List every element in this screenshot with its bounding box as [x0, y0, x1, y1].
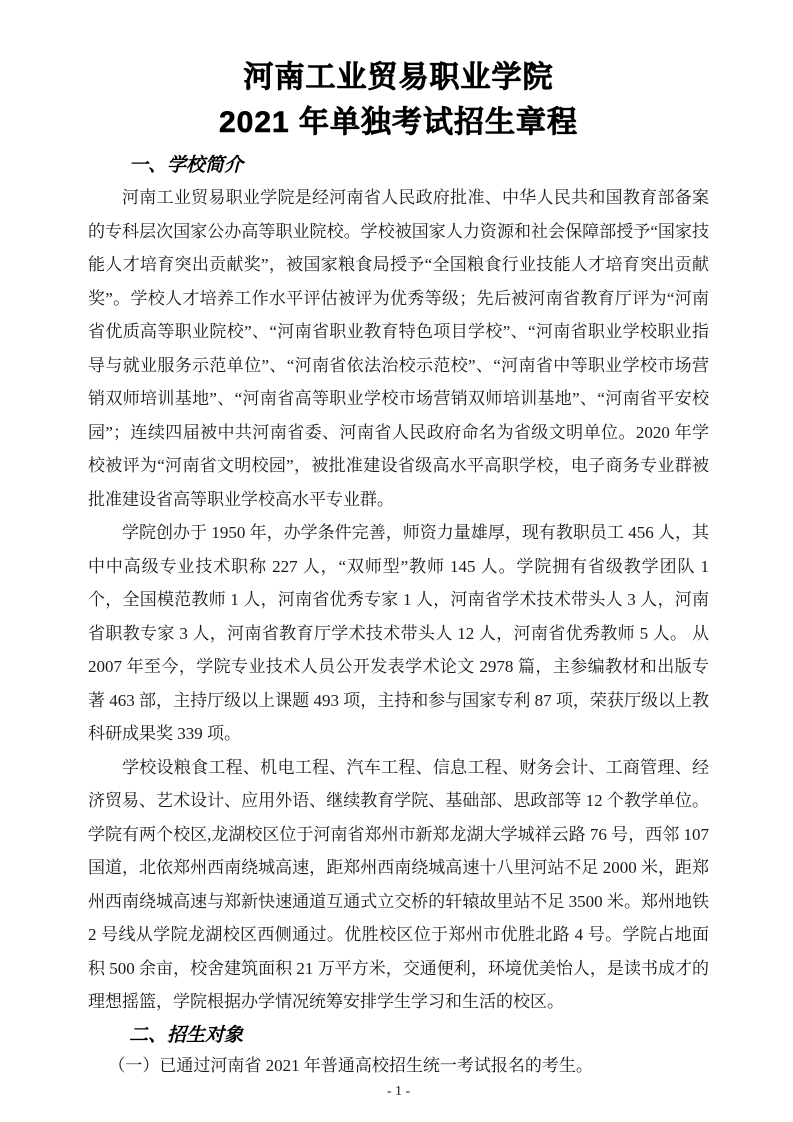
- page-number: - 1 -: [386, 1083, 411, 1099]
- section-heading-school-intro: 一、学校简介: [129, 155, 244, 176]
- school-intro-paragraph-3: 学校设粮食工程、机电工程、汽车工程、信息工程、财务会计、工商管理、经济贸易、艺术设计、应用外语、继续教育学院、基础部、思政部等 12 个教学单位。学院有两个校区,龙湖校区位于河南省郑州市新郑龙湖大学城祥云路 76 号，西邻 107 国道，北依郑州西南绕城高速，距郑州西南绕城高速十八里河站不足 2000 米，距郑州西南绕城高速与郑新快速通道互通式立交桥的轩辕故里站不足 3500 米。郑州地铁 2 号线从学院龙湖校区西侧通过。优胜校区位于郑州市优胜北路 4 号。学院占地面积 500 余亩，校舍建筑面积 21 万平方米，交通便利，环境优美怡人，是读书成才的理想摇篮，学院根据办学情况统筹安排学生学习和生活的校区。: [88, 757, 709, 1011]
- document-title-line2: 2021 年单独考试招生章程: [218, 106, 579, 139]
- enrollment-target-item-1: （一）已通过河南省 2021 年普通高校招生统一考试报名的考生。: [108, 1055, 593, 1075]
- section-heading-enrollment-targets: 二、招生对象: [129, 1024, 244, 1046]
- school-intro-paragraph-2: 学院创办于 1950 年，办学条件完善，师资力量雄厚，现有教职员工 456 人，其中中高级专业技术职称 227 人，“双师型”教师 145 人。学院拥有省级教学团队 1 个，全国模范教师 1 人，河南省优秀专家 1 人，河南省学术技术带头人 3 人，河南省职教专家 3 人，河南省教育厅学术技术带头人 12 人，河南省优秀教师 5 人。 从 2007 年至今，学院专业技术人员公开发表学术论文 2978 篇，主参编教材和出版专著 463 部，主持厅级以上课题 493 项，主持和参与国家专利 87 项，荣获厅级以上教科研成果奖 339 项。: [88, 523, 709, 743]
- document-title-line1: 河南工业贸易职业学院: [243, 61, 554, 94]
- school-intro-paragraph-1: 河南工业贸易职业学院是经河南省人民政府批准、中华人民共和国教育部备案的专科层次国家公办高等职业院校。学校被国家人力资源和社会保障部授予“国家技能人才培育突出贡献奖”，被国家粮食局授予“全国粮食行业技能人才培育突出贡献奖”。学校人才培养工作水平评估被评为优秀等级；先后被河南省教育厅评为“河南省优质高等职业院校”、“河南省职业教育特色项目学校”、“河南省职业学校职业指导与就业服务示范单位”、“河南省依法治校示范校”、“河南省中等职业学校市场营销双师培训基地”、“河南省高等职业学校市场营销双师培训基地”、“河南省平安校园”；连续四届被中共河南省委、河南省人民政府命名为省级文明单位。2020 年学校被评为“河南省文明校园”，被批准建设省级高水平高职学校，电子商务专业群被批准建设省高等职业学校高水平专业群。: [88, 188, 709, 509]
